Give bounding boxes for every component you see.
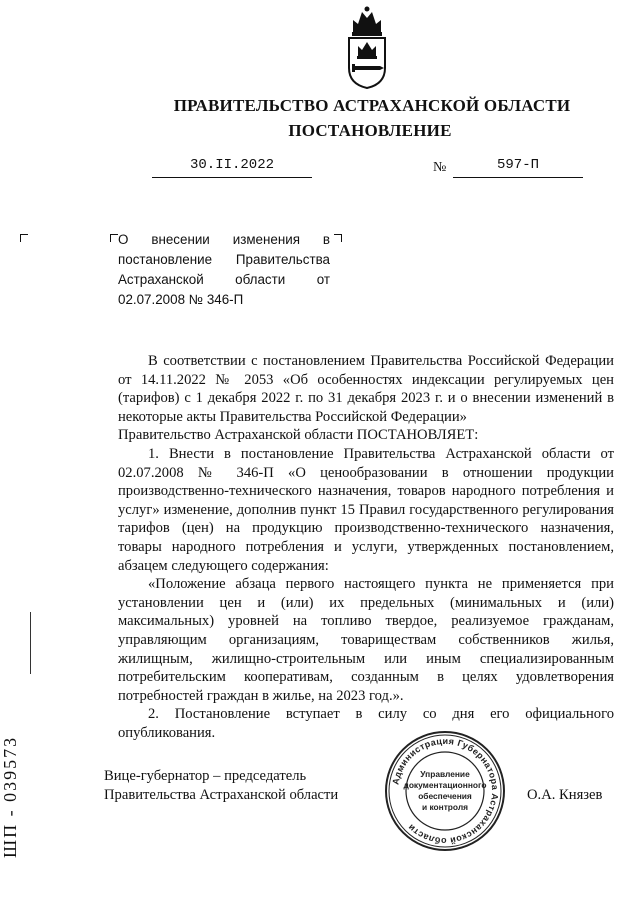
signer-role-line-1: Вице-губернатор – председатель [104, 768, 307, 784]
seal-center-line-2: документационного [403, 780, 487, 790]
government-title: ПРАВИТЕЛЬСТВО АСТРАХАНСКОЙ ОБЛАСТИ [173, 96, 571, 115]
signer-role-line-2: Правительства Астраханской области [104, 787, 339, 803]
seal-center-line-4: и контроля [421, 802, 469, 812]
seal-ring-text: Администрация Губернатора Астраханской области [390, 735, 501, 847]
margin-rule [30, 612, 31, 674]
document-type: ПОСТАНОВЛЕНИЕ [288, 121, 452, 140]
seal-center-line-1: Управление [420, 769, 470, 779]
quote-paragraph: «Положение абзаца первого настоящего пункта не применяется при установлении цен и (или) их предельных (минимальных и (или) максимальных) уровней на топливо твердое, реализуемое гражданам, управляющим организациям, товариществам собственников жилья, жилищным, жилищно-строительным или иным специализированным потребительским кооперативам, созданным в целях удовлетворения потребностей граждан в жилье, на 2023 год.». [118, 576, 614, 704]
margin-corner-mark [20, 234, 28, 242]
seal-center-line-3: обеспечения [418, 791, 472, 801]
coat-of-arms-emblem [344, 6, 390, 90]
official-seal-stamp [384, 730, 506, 852]
document-subject: О внесении изменения в постановление Правительства Астраханской области от 02.07.2008 № 346-П [118, 232, 330, 307]
signer-name: О.А. Князев [527, 787, 603, 803]
item-1-paragraph: 1. Внести в постановление Правительства Астраханской области от 02.07.2008 № 346-П «О ценообразовании в отношении продукции производственно-технического назначения, товаров народного потребления и услуг» изменение, дополнив пункт 15 Правил государственного регулирования тарифов (цен) на продукцию производственно-технического назначения, товары народного потребления и услуги, утвержденных постановлением, абзацем следующего содержания: [118, 445, 614, 574]
item-2-paragraph: 2. Постановление вступает в силу со дня его официального опубликования. [118, 706, 614, 741]
document-body [118, 352, 614, 742]
subject-corner-left [110, 234, 118, 242]
number-underline [453, 177, 583, 178]
date-underline [152, 177, 312, 178]
preamble-paragraph: В соответствии с постановлением Правительства Российской Федерации от 14.11.2022 № 2053 «Об особенностях индексации регулируемых цен (тарифов) с 1 декабря 2022 г. по 31 декабря 2023 г. и о внесении изменений в некоторые акты Правительства Российской Федерации» [118, 353, 614, 425]
subject-corner-right [334, 234, 342, 242]
document-date: 30.II.2022 [189, 157, 274, 173]
form-serial-number: ШП - 039573 [0, 735, 20, 858]
number-sign: № [433, 160, 447, 175]
document-number: 597-П [496, 157, 539, 173]
resolves-line: Правительство Астраханской области ПОСТАНОВЛЯЕТ: [118, 427, 479, 444]
